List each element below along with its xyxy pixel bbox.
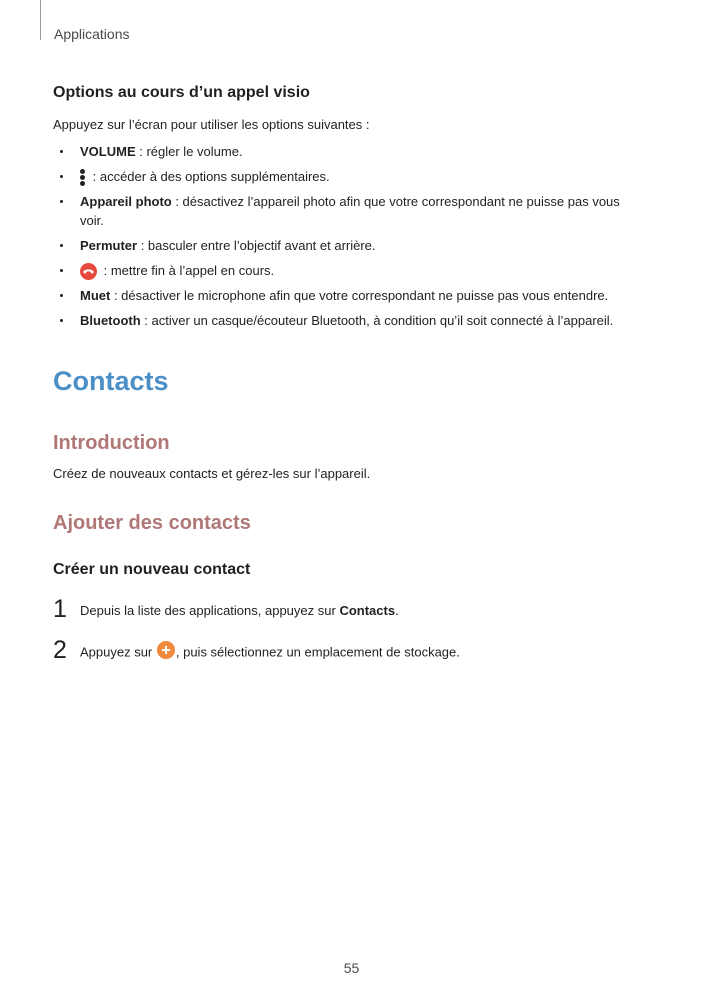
term-bluetooth: Bluetooth bbox=[80, 313, 141, 329]
desc-camera: : désactivez l’appareil photo afin que votre correspondant ne puisse pas vous voir. bbox=[80, 194, 620, 229]
running-head: Applications bbox=[54, 26, 130, 42]
desc-bluetooth: : activer un casque/écouteur Bluetooth, à condition qu’il soit connecté à l’appareil. bbox=[140, 313, 614, 329]
list-item-bluetooth bbox=[53, 311, 643, 330]
video-call-options-list bbox=[53, 142, 643, 336]
list-item-more-options bbox=[53, 167, 643, 186]
page-number: 55 bbox=[343, 960, 360, 976]
desc-volume: : régler le volume. bbox=[135, 144, 243, 159]
step-2-end: , puis sélectionnez un emplacement de stockage. bbox=[175, 644, 460, 660]
bullet-dot bbox=[60, 175, 63, 178]
list-item-end-call bbox=[53, 261, 643, 280]
term-mute: Muet bbox=[80, 288, 111, 304]
add-contacts-heading: Ajouter des contacts bbox=[53, 512, 251, 534]
list-item-camera bbox=[53, 192, 643, 230]
bullet-dot bbox=[60, 150, 63, 153]
step-1-end: . bbox=[395, 603, 399, 618]
introduction-heading: Introduction bbox=[53, 432, 170, 454]
step-1-bold: Contacts bbox=[339, 603, 396, 618]
term-switch: Permuter bbox=[80, 238, 138, 254]
term-camera: Appareil photo bbox=[80, 194, 172, 210]
step-1-text: Depuis la liste des applications, appuyez sur bbox=[80, 603, 340, 618]
video-call-options-intro: Appuyez sur l’écran pour utiliser les options suivantes : bbox=[53, 117, 370, 132]
list-item-volume bbox=[53, 142, 643, 161]
bullet-dot bbox=[60, 244, 63, 247]
desc-mute: : désactiver le microphone afin que votre correspondant ne puisse pas vous entendre. bbox=[110, 288, 609, 304]
step-text bbox=[80, 603, 399, 618]
step-2-text: Appuyez sur bbox=[80, 644, 156, 660]
header-rule bbox=[40, 0, 41, 40]
list-item-mute bbox=[53, 286, 643, 305]
introduction-text: Créez de nouveaux contacts et gérez-les sur l’appareil. bbox=[53, 466, 371, 481]
section-title-contacts: Contacts bbox=[53, 366, 169, 396]
desc-switch: : basculer entre l’objectif avant et arrière. bbox=[137, 238, 376, 254]
create-contact-heading: Créer un nouveau contact bbox=[53, 561, 251, 578]
more-options-icon bbox=[80, 169, 86, 186]
desc-end-call: : mettre fin à l’appel en cours. bbox=[100, 263, 275, 279]
desc-more-options: : accéder à des options supplémentaires. bbox=[89, 169, 330, 184]
step-number: 2 bbox=[53, 636, 67, 664]
add-contact-icon bbox=[157, 641, 175, 659]
bullet-dot bbox=[60, 269, 63, 272]
video-call-options-heading: Options au cours d’un appel visio bbox=[53, 84, 310, 101]
term-volume: VOLUME bbox=[80, 144, 136, 159]
list-item-switch bbox=[53, 236, 643, 255]
bullet-dot bbox=[60, 319, 63, 322]
bullet-dot bbox=[60, 200, 63, 203]
bullet-dot bbox=[60, 294, 63, 297]
end-call-icon bbox=[80, 263, 97, 280]
step-text bbox=[80, 644, 460, 662]
step-number: 1 bbox=[53, 595, 67, 623]
